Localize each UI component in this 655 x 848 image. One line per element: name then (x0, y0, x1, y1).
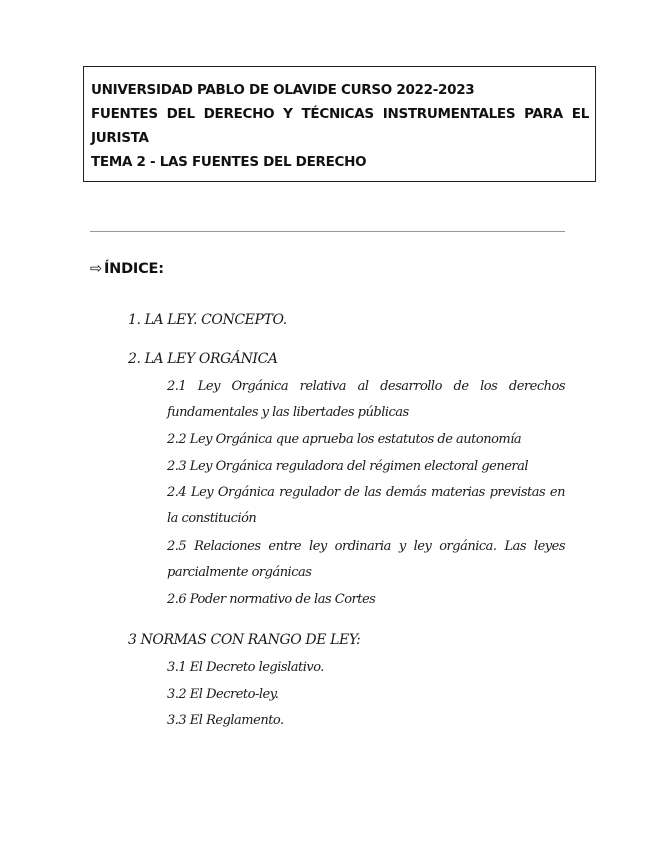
horizontal-divider (90, 231, 565, 232)
subsection-3-3: 3.3 El Reglamento. (167, 713, 284, 728)
header-topic-line: TEMA 2 - LAS FUENTES DEL DERECHO (91, 154, 367, 170)
index-title: ÍNDICE: (103, 261, 164, 277)
subsection-2-3: 2.3 Ley Orgánica reguladora del régimen electoral general (167, 459, 529, 474)
index-heading (90, 261, 164, 277)
subsection-2-4: 2.4 Ley Orgánica regulador de las demás materias previstas en la constitución (167, 485, 565, 526)
subsection-3-1: 3.1 El Decreto legislativo. (167, 660, 324, 675)
document-header (83, 66, 596, 182)
subsection-2-5: 2.5 Relaciones entre ley ordinaria y ley orgánica. Las leyes parcialmente orgánicas (167, 539, 565, 580)
arrow-right-icon: ⇨ (90, 261, 102, 277)
subsection-2-1: 2.1 Ley Orgánica relativa al desarrollo de los derechos fundamentales y las libertades públicas (167, 379, 565, 420)
section-1-title: 1. LA LEY. CONCEPTO. (128, 312, 287, 328)
header-subject-line: FUENTES DEL DERECHO Y TÉCNICAS INSTRUMENTALES PARA EL JURISTA (91, 106, 589, 146)
subsection-3-2: 3.2 El Decreto-ley. (167, 687, 279, 702)
subsection-2-6: 2.6 Poder normativo de las Cortes (167, 592, 376, 607)
subsection-2-2: 2.2 Ley Orgánica que aprueba los estatutos de autonomía (167, 432, 522, 447)
section-2-title: 2. LA LEY ORGÁNICA (128, 351, 278, 367)
section-3-title: 3 NORMAS CON RANGO DE LEY: (128, 632, 361, 648)
header-university-line: UNIVERSIDAD PABLO DE OLAVIDE CURSO 2022-2023 (91, 82, 475, 98)
